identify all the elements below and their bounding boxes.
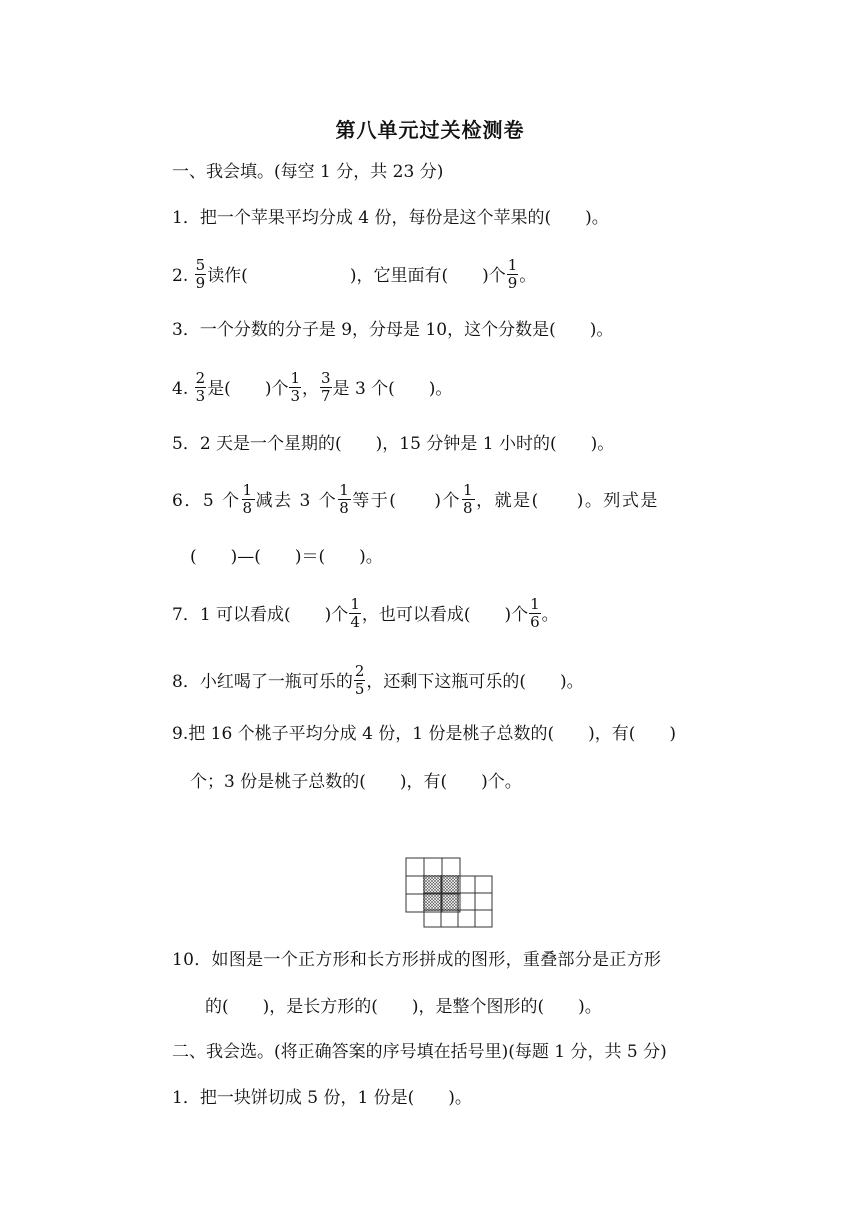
q6-text: 等于( )个 <box>352 491 462 511</box>
page-title: 第八单元过关检测卷 <box>335 118 525 142</box>
section-2-question-1: 1．把一块饼切成 5 份，1 份是( )。 <box>172 1088 472 1108</box>
q7-text: ，也可以看成( )个 <box>361 605 529 625</box>
fraction: $\frac{1}{4}$ <box>350 595 360 631</box>
fraction: $\frac{1}{8}$ <box>339 481 351 517</box>
section-2-heading: 二、我会选。(将正确答案的序号填在括号里)(每题 1 分，共 5 分) <box>172 1042 667 1062</box>
question-1: 1．把一个苹果平均分成 4 份，每份是这个苹果的( )。 <box>172 208 609 228</box>
fraction: $\frac{1}{8}$ <box>463 481 475 517</box>
question-9-line-2: 个；3 份是桃子总数的( )，有( )个。 <box>190 772 522 792</box>
section-1-heading: 一、我会填。(每空 1 分，共 23 分) <box>172 162 444 182</box>
fraction: $\frac{3}{7}$ <box>321 369 331 405</box>
question-10-line-2: 的( )，是长方形的( )，是整个图形的( )。 <box>205 997 602 1017</box>
fraction: $\frac{1}{3}$ <box>290 369 300 405</box>
q4-text: 是( )个 <box>207 379 289 399</box>
q8-end: ，还剩下这瓶可乐的( )。 <box>366 672 584 692</box>
q6-text: 减去 3 个 <box>255 491 338 511</box>
fraction: $\frac{2}{5}$ <box>354 662 365 698</box>
fraction: $\frac{1}{9}$ <box>507 256 518 292</box>
question-3: 3．一个分数的分子是 9，分母是 10，这个分数是( )。 <box>172 320 614 340</box>
q8-prefix: 8．小红喝了一瓶可乐的 <box>172 672 353 692</box>
question-5: 5．2 天是一个星期的( )，15 分钟是 1 小时的( )。 <box>172 434 615 454</box>
question-9-line-1: 9.把 16 个桃子平均分成 4 份，1 份是桃子总数的( )，有( ) <box>172 724 677 744</box>
q2-end: 。 <box>519 266 537 286</box>
fraction: $\frac{5}{9}$ <box>195 256 206 292</box>
overlap-figure <box>405 857 495 929</box>
fraction: $\frac{1}{6}$ <box>530 595 540 631</box>
q7-end: 。 <box>541 605 559 625</box>
question-6-line-2: ( )—( )＝( )。 <box>190 547 383 567</box>
q2-text: 读作( )，它里面有( )个 <box>207 266 506 286</box>
q4-comma: ， <box>302 379 319 399</box>
question-8 <box>172 662 584 700</box>
question-6 <box>172 481 659 519</box>
question-2 <box>172 256 537 294</box>
question-4 <box>172 369 453 407</box>
q6-prefix: 6．5 个 <box>172 491 241 511</box>
square-rectangle-diagram <box>405 857 495 929</box>
q7-prefix: 7．1 可以看成( )个 <box>172 605 349 625</box>
fraction: $\frac{2}{3}$ <box>195 369 206 405</box>
q2-prefix: 2. <box>172 266 189 286</box>
q4-end: 是 3 个( )。 <box>332 379 453 399</box>
q4-prefix: 4. <box>172 379 189 399</box>
fraction: $\frac{1}{8}$ <box>242 481 254 517</box>
question-7 <box>172 595 559 633</box>
q6-end: ，就是( )。列式是 <box>476 491 659 511</box>
question-10-line-1: 10．如图是一个正方形和长方形拼成的图形，重叠部分是正方形 <box>172 950 662 970</box>
